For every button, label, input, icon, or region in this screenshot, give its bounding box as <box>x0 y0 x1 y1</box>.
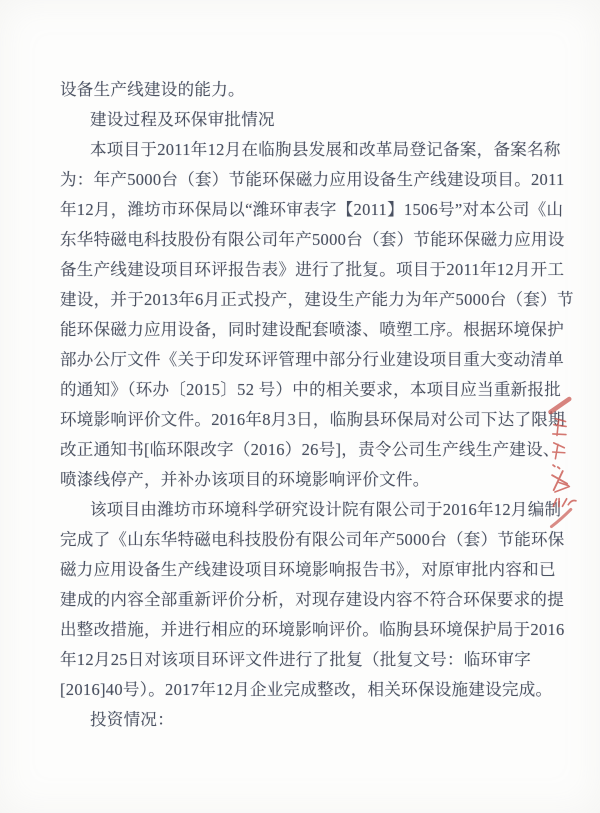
text-line: 完成了《山东华特磁电科技股份有限公司年产5000台（套）节能环保 <box>60 530 565 549</box>
text-line: [2016]40号）。2017年12月企业完成整改，相关环保设施建设完成。 <box>60 680 553 699</box>
text-line: 磁力应用设备生产线建设项目环境影响报告书》，对原审批内容和已 <box>60 560 556 579</box>
text-line: 改正通知书[临环限改字（2016）26号]，责令公司生产线生产建设、 <box>60 440 560 459</box>
text-line: 出整改措施，并进行相应的环境影响评价。临朐县环境保护局于2016 <box>60 620 565 639</box>
red-official-seal-fragment-icon <box>543 396 583 532</box>
text-line: 年12月，潍坊市环保局以“潍环审表字【2011】1506号”对本公司《山 <box>60 200 564 219</box>
text-line: 能环保磁力应用设备，同时建设配套喷漆、喷塑工序。根据环境保护 <box>60 320 564 339</box>
text-line: 喷漆线停产，并补办该项目的环境影响评价文件。 <box>60 470 430 489</box>
text-line: 备生产线建设项目环评报告表》进行了批复。项目于2011年12月开工 <box>60 260 565 279</box>
text-line: 建成的内容全部重新评价分析，对现存建设内容不符合环保要求的提 <box>60 590 564 609</box>
text-line: 该项目由潍坊市环境科学研究设计院有限公司于2016年12月编制 <box>90 500 562 519</box>
text-line: 的通知》（环办〔2015〕52 号）中的相关要求，本项目应当重新报批 <box>60 380 562 399</box>
document-text-block <box>60 75 574 735</box>
text-line: 设备生产线建设的能力。 <box>60 80 245 99</box>
text-line: 年12月25日对该项目环评文件进行了批复（批复文号：临环审字 <box>60 650 531 669</box>
section-heading-construction-approval: 建设过程及环保审批情况 <box>90 110 275 129</box>
text-line: 东华特磁电科技股份有限公司年产5000台（套）节能环保磁力应用设 <box>60 230 565 249</box>
text-line: 部办公厅文件《关于印发环评管理中部分行业建设项目重大变动清单 <box>60 350 564 369</box>
section-heading-investment: 投资情况： <box>90 710 174 729</box>
text-line: 环境影响评价文件。2016年8月3日，临朐县环保局对公司下达了限期 <box>60 410 565 429</box>
text-line: 本项目于2011年12月在临朐县发展和改革局登记备案，备案名称 <box>90 140 561 159</box>
text-line: 建设，并于2013年6月正式投产，建设生产能力为年产5000台（套）节 <box>60 290 574 309</box>
text-line: 为：年产5000台（套）节能环保磁力应用设备生产线建设项目。2011 <box>60 170 565 189</box>
